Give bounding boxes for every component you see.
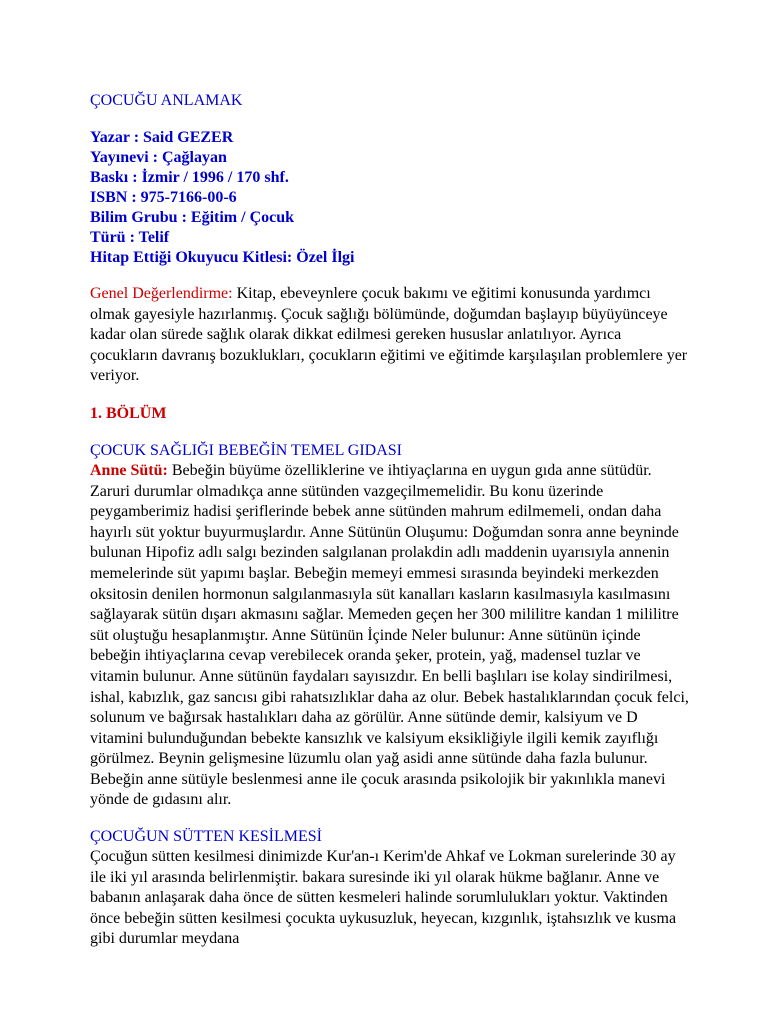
section-heading: 1. BÖLÜM xyxy=(90,404,167,422)
weaning-paragraph: Çocuğun sütten kesilmesi dinimizde Kur'an-ı Kerim'de Ahkaf ve Lokman surelerinde 30 ay ile iki yıl arasında belirlenmiştir. bakara suresinde iki yıl olarak hükme bağlanır. Anne ve babanın anlaşarak daha önce de sütten kesmeleri halinde sorumlulukları yoktur. Vaktinden önce bebeğin sütten kesilmesi çocukta uykusuzluk, heyecan, kızgınlık, iştahsızlık ve kusma gibi durumlar meydana xyxy=(90,848,677,948)
subheading-weaning: ÇOCUĞUN SÜTTEN KESİLMESİ xyxy=(90,828,322,846)
book-metadata xyxy=(90,128,690,268)
overview-text: Kitap, ebeveynlere çocuk bakımı ve eğitimi konusunda yardımcı olmak gayesiyle hazırlanmış. Çocuk sağlığı bölümünde, doğumdan başlayıp büyüyünceye kadar olan sürede sağlık olarak dikkat edilmesi gereken hususlar anlatılıyor. Ayrıca çocukların davranış bozuklukları, çocukların eğitimi ve eğitimde karşılaşılan problemlere yer veriyor. xyxy=(90,285,688,385)
book-title: ÇOCUĞU ANLAMAK xyxy=(90,92,243,109)
meta-publisher: Yayınevi : Çağlayan xyxy=(90,149,227,166)
meta-edition: Baskı : İzmir / 1996 / 170 shf. xyxy=(90,169,289,186)
document-page xyxy=(90,90,690,966)
meta-isbn: ISBN : 975-7166-00-6 xyxy=(90,189,237,206)
breast-milk-text: Bebeğin büyüme özelliklerine ve ihtiyaçlarına en uygun gıda anne sütüdür. Zaruri durumlar olmadıkça anne sütünden vazgeçilmemelidir. Bu konu üzerinde peygamberimiz hadisi şeriflerinde bebek anne sütünden mahrum edilmemeli, ondan daha hayırlı süt yoktur buyurmuşlardır. Anne Sütünün Oluşumu: Doğumdan sonra anne beyninde bulunan Hipofiz adlı salgı bezinden salgılanan prolakdin adlı maddenin uyarısıyla annenin memelerinde süt yapımı başlar. Bebeğin memeyi emmesi sırasında beyindeki merkezden oksitosin denilen hormonun salgılanmasıyla süt kanalları kasların kasılmasıyla kasılmasını sağlayarak sütün dışarı akmasını sağlar. Memeden geçen her 300 mililitre kandan 1 mililitre süt oluştuğu hesaplanmıştır. Anne Sütünün İçinde Neler bulunur: Anne sütünün içinde bebeğin ihtiyaçlarına cevap verebilecek oranda şeker, protein, yağ, madensel tuzlar ve vitamin bulunur. Anne sütünün faydaları sayısızdır. En belli başlıları ise kolay sindirilmesi, ishal, kabızlık, gaz sancısı gibi rahatsızlıklar daha az olur. Bebek hastalıklarından çocuk felci, solunum ve bağırsak hastalıkları daha az görülür. Anne sütünde demir, kalsiyum ve D vitamini bulunduğundan bebekte kansızlık ve kalsiyum eksikliğiyle ilgili kemik zayıflığı görülmez. Beynin gelişmesine lüzumlu olan yağ asidi anne sütünde daha fazla bulunur. Bebeğin anne sütüyle beslenmesi anne ile çocuk arasında psikolojik bir yakınlıkla manevi yönde de gıdasını alır. xyxy=(90,461,689,809)
breast-milk-label: Anne Sütü: xyxy=(90,461,168,479)
meta-audience: Hitap Ettiği Okuyucu Kitlesi: Özel İlgi xyxy=(90,249,355,266)
meta-type: Türü : Telif xyxy=(90,229,170,246)
overview-paragraph xyxy=(90,284,690,387)
overview-label: Genel Değerlendirme: xyxy=(90,285,233,302)
meta-author: Yazar : Said GEZER xyxy=(90,129,234,146)
breast-milk-paragraph xyxy=(90,461,690,811)
meta-subject: Bilim Grubu : Eğitim / Çocuk xyxy=(90,209,295,226)
subheading-basic-nutrition: ÇOCUK SAĞLIĞI BEBEĞİN TEMEL GIDASI xyxy=(90,441,402,459)
